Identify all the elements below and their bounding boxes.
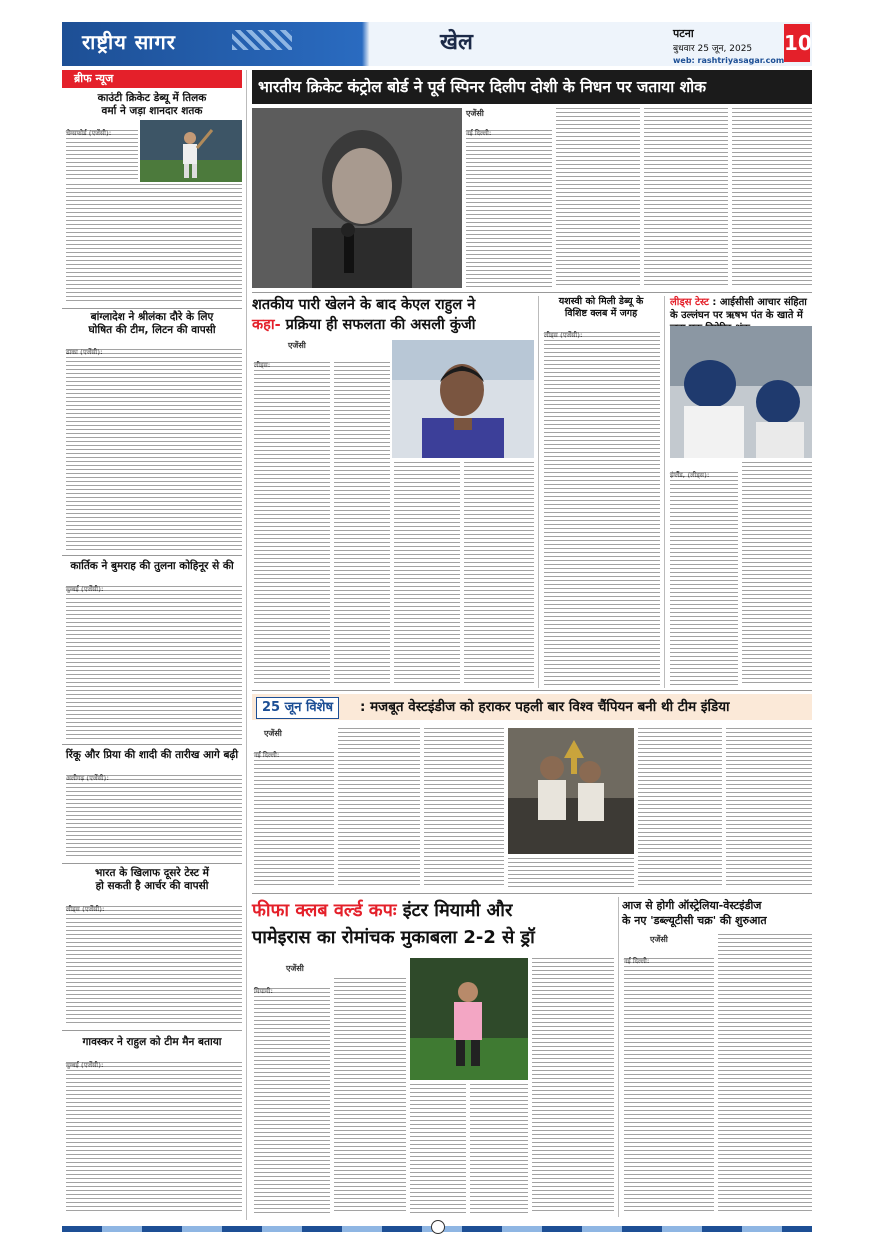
divider	[62, 555, 242, 556]
wi-headline: आज से होगी ऑस्ट्रेलिया-वेस्टइंडीज	[622, 899, 762, 912]
rahul-headline: शतकीय पारी खेलने के बाद केएल राहुल ने	[252, 297, 476, 313]
rahul-subheadline: कहा- प्रक्रिया ही सफलता की असली कुंजी	[252, 317, 476, 333]
article-text-block	[726, 728, 812, 888]
rahul-byline: एजेंसी	[288, 341, 306, 350]
divider	[252, 292, 812, 293]
column-divider	[664, 296, 665, 688]
article-text-block	[466, 130, 552, 288]
wi-subheadline: के नए 'डब्ल्यूटीसी चक्र' की शुरुआत	[622, 914, 767, 927]
doshi-photo	[252, 108, 462, 288]
sidebar-item-subheadline: वर्मा ने जड़ा शानदार शतक	[101, 105, 203, 117]
article-text-block	[66, 586, 242, 740]
sidebar-item-subheadline: घोषित की टीम, लिटन की वापसी	[88, 324, 216, 336]
special-tag: 25 जून विशेष	[256, 697, 339, 719]
article-text-block	[670, 472, 738, 686]
article-text-block	[718, 934, 812, 1214]
article-text-block	[66, 349, 242, 551]
article-text-block	[424, 728, 504, 888]
sidebar-item-headline: भारत के खिलाफ दूसरे टेस्ट में	[95, 867, 209, 879]
article-text-block	[334, 978, 406, 1214]
article-text-block	[464, 462, 534, 686]
divider	[252, 893, 812, 894]
registration-mark-icon	[431, 1220, 445, 1234]
article-text-block	[470, 1084, 528, 1214]
worldcup-1983-photo	[508, 728, 634, 854]
column-divider	[538, 296, 539, 688]
article-text-block	[638, 728, 722, 888]
article-text-block	[66, 775, 242, 859]
divider	[252, 690, 812, 691]
article-text-block	[644, 108, 728, 288]
pant-photo	[670, 326, 812, 458]
article-text-block	[532, 958, 614, 1214]
pant-headline: लीड्स टेस्ट : आईसीसी आचार संहिता के उल्लंघन पर ऋषभ पंत के खाते में	[670, 297, 807, 321]
rahul-photo	[392, 340, 534, 458]
sidebar-item-headline: रिंकू और प्रिया की शादी की तारीख आगे बढ़ी	[65, 749, 239, 761]
jaiswal-subheadline: विशिष्ट क्लब में जगह	[564, 308, 638, 319]
divider	[62, 1030, 242, 1031]
sidebar-item-headline: काउंटी क्रिकेट डेब्यू में तिलक	[97, 92, 207, 104]
newspaper-title: राष्ट्रीय सागर	[82, 30, 176, 54]
article-text-block	[254, 988, 330, 1214]
masthead-pattern	[232, 30, 292, 50]
website-link[interactable]: web: rashtriyasagar.com	[673, 56, 785, 65]
article-text-block	[410, 1084, 466, 1214]
brief-news-header: ब्रीफ न्यूज	[62, 70, 242, 88]
special-headline: : मजबूत वेस्टइंडीज को हराकर पहली बार विश्व चैंपियन बनी थी टीम इंडिया	[360, 699, 730, 715]
sidebar-item-headline: बांग्लादेश ने श्रीलंका दौरे के लिए	[90, 311, 214, 323]
article-text-block	[66, 184, 242, 304]
article-text-block	[254, 752, 334, 888]
edition-date: बुधवार 25 जून, 2025	[673, 44, 753, 54]
article-text-block	[508, 858, 634, 888]
sidebar-item-subheadline: हो सकती है आर्चर की वापसी	[95, 880, 209, 892]
column-divider	[246, 70, 247, 1220]
page-number: 10	[784, 24, 810, 62]
article-text-block	[742, 462, 812, 686]
article-text-block	[254, 362, 330, 686]
tilak-photo	[140, 120, 242, 182]
edition-city: पटना	[673, 27, 694, 40]
article-text-block	[732, 108, 812, 288]
wi-byline: एजेंसी	[650, 935, 668, 944]
sidebar-item-headline: कार्तिक ने बुमराह की तुलना कोहिनूर से की	[70, 560, 234, 572]
sidebar-item-headline: गावस्कर ने राहुल को टीम मैन बताया	[82, 1036, 222, 1048]
article-text-block	[338, 728, 420, 888]
article-text-block	[334, 362, 390, 686]
article-text-block	[624, 958, 714, 1214]
divider	[62, 863, 242, 864]
column-divider	[618, 897, 619, 1217]
fifa-headline: फीफा क्लब वर्ल्ड कपः इंटर मियामी और	[252, 900, 513, 921]
article-text-block	[66, 130, 138, 182]
lead-byline: एजेंसी	[466, 109, 484, 118]
article-text-block	[394, 462, 460, 686]
lead-headline: भारतीय क्रिकेट कंट्रोल बोर्ड ने पूर्व स्पिनर दिलीप दोशी के निधन पर जताया शोक	[252, 70, 812, 104]
special-byline: एजेंसी	[264, 729, 282, 738]
fifa-subheadline: पामेइरास का रोमांचक मुकाबला 2-2 से ड्रॉ	[252, 927, 535, 948]
messi-photo	[410, 958, 528, 1080]
article-text-block	[556, 108, 640, 288]
article-text-block	[66, 906, 242, 1024]
section-name: खेल	[440, 30, 473, 55]
divider	[62, 744, 242, 745]
divider	[62, 308, 242, 309]
jaiswal-headline: यशस्वी को मिली डेब्यू के	[558, 296, 644, 307]
fifa-byline: एजेंसी	[286, 964, 304, 973]
article-text-block	[544, 332, 660, 686]
article-text-block	[66, 1062, 242, 1214]
